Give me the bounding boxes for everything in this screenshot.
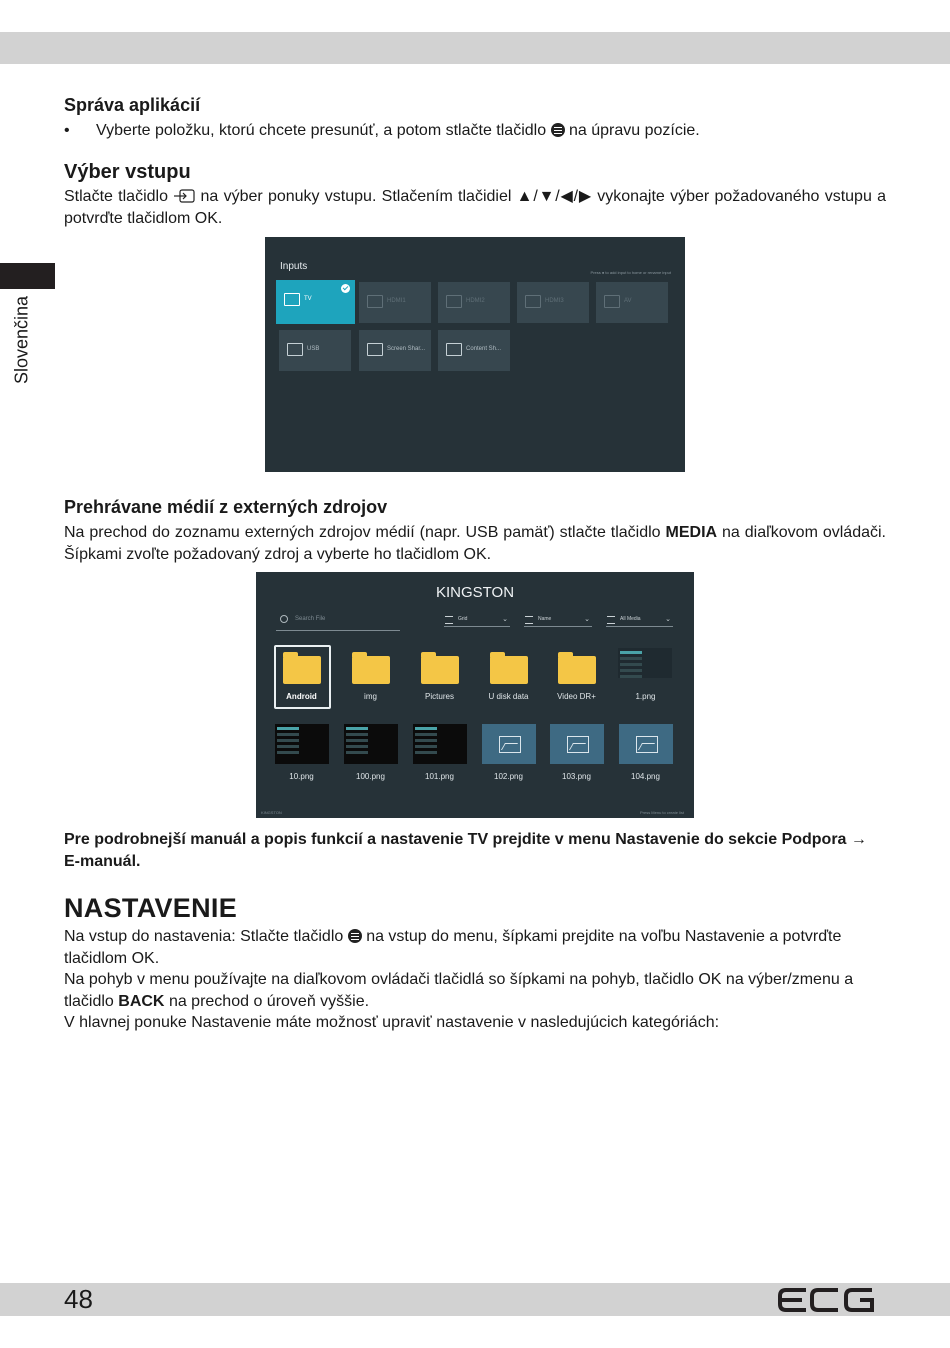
manual-note: Pre podrobnejší manuál a popis funkcií a nastavenie TV prejdite v menu Nastavenie do sekcie Podpora → E-manuál. bbox=[64, 831, 867, 870]
file-101-png[interactable]: 101.png bbox=[411, 724, 468, 784]
section-app-management bbox=[64, 94, 886, 141]
section-text: Stlačte tlačidlo na výber ponuky vstupu. Stlačením tlačidiel ▲/▼/◀/▶ vykonajte výber požadovaného vstupu a potvrďte tlačidlom OK. bbox=[64, 188, 886, 227]
file-104-png[interactable]: 104.png bbox=[617, 724, 674, 784]
list-icon bbox=[445, 616, 453, 624]
image-placeholder-icon bbox=[550, 724, 604, 764]
menu-button-icon bbox=[551, 123, 565, 137]
section-text: Na prechod do zoznamu externých zdrojov médií (napr. USB pamäť) stlačte tlačidlo MEDIA na diaľkovom ovládači. Šípkami zvoľte požadovaný zdroj a vyberte ho tlačidlom OK. bbox=[64, 524, 886, 563]
section-heading: Prehrávane médií z externých zdrojov bbox=[64, 497, 388, 517]
page-number: 48 bbox=[64, 1284, 93, 1314]
footer-source: KINGSTON bbox=[261, 810, 282, 815]
language-tab-marker bbox=[0, 263, 55, 289]
section-heading: Správa aplikácií bbox=[64, 95, 201, 115]
file-1-png[interactable]: 1.png bbox=[617, 646, 674, 704]
file-100-png[interactable]: 100.png bbox=[342, 724, 399, 784]
settings-paragraph-1: Na vstup do nastavenia: Stlačte tlačidlo na vstup do menu, šípkami prejdite na voľbu Nastavenie a potvrďte tlačidlom OK. bbox=[64, 928, 842, 967]
folder-icon bbox=[352, 656, 390, 684]
input-tile-av[interactable]: AV bbox=[596, 282, 668, 323]
image-thumbnail bbox=[275, 724, 329, 764]
folder-video-dr[interactable]: Video DR+ bbox=[548, 650, 605, 704]
image-thumbnail bbox=[344, 724, 398, 764]
inputs-hint: Press ● to add input to home or rename input bbox=[590, 270, 671, 275]
folder-icon bbox=[283, 656, 321, 684]
content-share-icon bbox=[446, 343, 462, 356]
usb-icon bbox=[287, 343, 303, 356]
settings-paragraph-3: V hlavnej ponuke Nastavenie máte možnosť upraviť nastavenie v nasledujúcich kategóriách: bbox=[64, 1014, 720, 1031]
image-placeholder-icon bbox=[619, 724, 673, 764]
inputs-screenshot bbox=[265, 237, 685, 472]
settings-heading: NASTAVENIE bbox=[64, 893, 238, 923]
input-tile-tv[interactable]: TV bbox=[276, 280, 355, 324]
image-thumbnail bbox=[413, 724, 467, 764]
input-tile-hdmi3[interactable]: HDMI3 bbox=[517, 282, 589, 323]
chevron-down-icon: ⌄ bbox=[502, 616, 508, 623]
image-thumbnail bbox=[618, 648, 672, 678]
inputs-title: Inputs bbox=[280, 261, 308, 272]
section-external-media bbox=[64, 496, 886, 565]
folder-u-disk-data[interactable]: U disk data bbox=[480, 650, 537, 704]
search-input[interactable]: Search File bbox=[276, 612, 400, 631]
search-icon bbox=[280, 615, 288, 623]
av-icon bbox=[604, 295, 620, 308]
chevron-down-icon: ⌄ bbox=[584, 616, 590, 623]
tv-icon bbox=[284, 293, 300, 306]
input-tile-usb[interactable]: USB bbox=[279, 330, 351, 371]
hdmi-icon bbox=[367, 295, 383, 308]
media-title: KINGSTON bbox=[435, 584, 515, 601]
folder-android[interactable]: Android bbox=[273, 650, 330, 704]
menu-button-icon bbox=[348, 929, 362, 943]
bullet-item: • Vyberte položku, ktorú chcete presunúť, a potom stlačte tlačidlo na úpravu pozície. bbox=[64, 122, 700, 139]
section-input-selection bbox=[64, 160, 886, 229]
input-tile-content-share[interactable]: Content Sh... bbox=[438, 330, 510, 371]
media-type-select[interactable]: All Media ⌄ bbox=[606, 614, 673, 627]
media-browser-screenshot bbox=[256, 572, 694, 818]
input-source-icon bbox=[173, 189, 195, 203]
chevron-down-icon: ⌄ bbox=[665, 616, 671, 623]
filter-icon bbox=[525, 616, 533, 624]
folder-img[interactable]: img bbox=[342, 650, 399, 704]
footer-hint: Press Menu to create list bbox=[639, 810, 684, 815]
file-10-png[interactable]: 10.png bbox=[273, 724, 330, 784]
input-tile-hdmi2[interactable]: HDMI2 bbox=[438, 282, 510, 323]
language-label: Slovenčina bbox=[11, 295, 32, 385]
screen-share-icon bbox=[367, 343, 383, 356]
view-select[interactable]: Grid ⌄ bbox=[444, 614, 510, 627]
image-placeholder-icon bbox=[482, 724, 536, 764]
check-icon bbox=[341, 284, 350, 293]
folder-pictures[interactable]: Pictures bbox=[411, 650, 468, 704]
settings-paragraph-2: Na pohyb v menu používajte na diaľkovom ovládači tlačidlá so šípkami na pohyb, tlačidlo OK na výber/zmenu a tlačidlo BACK na prechod o úroveň vyššie. bbox=[64, 971, 854, 1010]
section-heading: Výber vstupu bbox=[64, 161, 191, 183]
folder-icon bbox=[421, 656, 459, 684]
folder-icon bbox=[490, 656, 528, 684]
hdmi-icon bbox=[525, 295, 541, 308]
header-bar bbox=[0, 32, 950, 64]
hdmi-icon bbox=[446, 295, 462, 308]
sort-select[interactable]: Name ⌄ bbox=[524, 614, 592, 627]
media-icon bbox=[607, 616, 615, 624]
input-tile-screen-share[interactable]: Screen Shar... bbox=[359, 330, 431, 371]
folder-icon bbox=[558, 656, 596, 684]
file-102-png[interactable]: 102.png bbox=[480, 724, 537, 784]
section-settings bbox=[64, 893, 886, 1034]
file-103-png[interactable]: 103.png bbox=[548, 724, 605, 784]
ecg-logo bbox=[778, 1287, 874, 1313]
input-tile-hdmi1[interactable]: HDMI1 bbox=[359, 282, 431, 323]
bullet-dot: • bbox=[64, 122, 70, 139]
